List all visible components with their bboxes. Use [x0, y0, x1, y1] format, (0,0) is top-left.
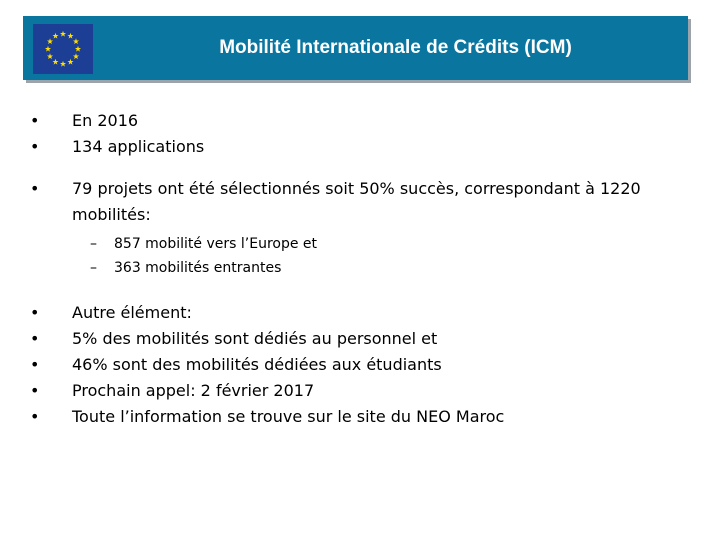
star-icon — [60, 31, 66, 37]
sub-list-item: – 857 mobilité vers l’Europe et — [72, 232, 678, 256]
slide-content — [28, 108, 678, 430]
list-item: • Toute l’information se trouve sur le site du NEO Maroc — [28, 404, 678, 430]
list-item: • Prochain appel: 2 février 2017 — [28, 378, 678, 404]
list-item: • 46% sont des mobilités dédiées aux étudiants — [28, 352, 678, 378]
star-icon — [67, 59, 73, 65]
star-icon — [52, 33, 58, 39]
list-item: • En 2016 — [28, 108, 678, 134]
star-icon — [45, 46, 51, 52]
star-icon — [73, 53, 79, 59]
list-item: • Autre élément: — [28, 300, 678, 326]
page-title: Mobilité Internationale de Crédits (ICM) — [219, 37, 572, 58]
star-icon — [47, 53, 53, 59]
eu-flag-icon — [33, 24, 93, 74]
title-bar — [23, 16, 688, 80]
list-item: • 134 applications — [28, 134, 678, 160]
bullet-list-3 — [28, 300, 678, 430]
sub-list-item: – 363 mobilités entrantes — [72, 256, 678, 280]
eu-stars-icon — [33, 24, 93, 74]
bullet-list-1 — [28, 108, 678, 160]
list-item: • 5% des mobilités sont dédiés au personnel et — [28, 326, 678, 352]
star-icon — [75, 46, 81, 52]
list-item-text: 79 projets ont été sélectionnés soit 50% succès, correspondant à 1220 mobilités: — [72, 179, 641, 224]
bullet-list-2 — [28, 176, 678, 280]
star-icon — [52, 59, 58, 65]
star-icon — [73, 38, 79, 44]
star-icon — [47, 38, 53, 44]
sub-list — [72, 232, 678, 280]
star-icon — [67, 33, 73, 39]
star-icon — [60, 61, 66, 67]
list-item — [28, 176, 678, 280]
